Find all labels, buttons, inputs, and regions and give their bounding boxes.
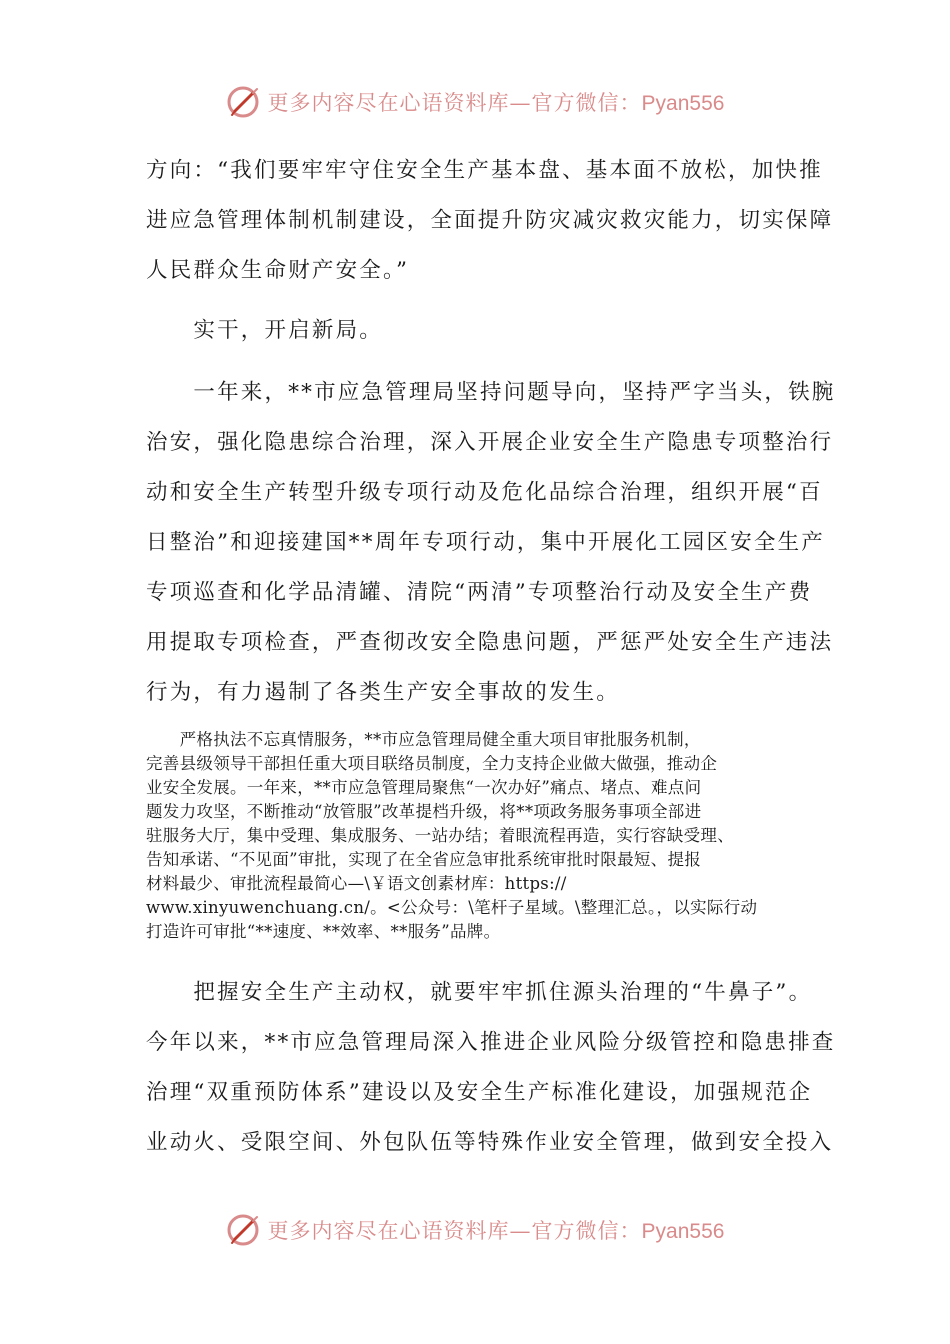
text-line: 日整治”和迎接建国**周年专项行动，集中开展化工园区安全生产 [146,530,825,555]
text-line: 打造许可审批“**速度、**效率、**服务”品牌。 [146,922,501,941]
text-line: 材料最少、审批流程最简心—\￥语文创素材库：https:// [146,874,567,893]
paragraph-1 [146,146,834,296]
text-line: 把握安全生产主动权，就要牢牢抓住源头治理的“牛鼻子”。 [146,980,813,1005]
text-line: 人民群众生命财产安全。” [146,258,410,283]
text-line: 一年来，**市应急管理局坚持问题导向，坚持严字当头，铁腕 [146,380,836,405]
header-banner [0,80,950,124]
banner-wechat-id: Pyan556 [641,1220,725,1243]
banner-text: 更多内容尽在心语资料库—官方微信： [267,91,642,115]
text-line: 方向：“我们要牢牢守住安全生产基本盘、基本面不放松，加快推 [146,158,823,183]
text-line: 实干，开启新局。 [146,318,384,343]
pen-logo-icon [226,84,262,120]
text-line: 进应急管理体制机制建设，全面提升防灾减灾救灾能力，切实保障 [146,208,834,233]
text-line: 题发力攻坚，不断推动“放管服”改革提档升级，将**项政务服务事项全部进 [146,802,702,821]
text-line: 动和安全生产转型升级专项行动及危化品综合治理，组织开展“百 [146,480,823,505]
paragraph-5 [146,968,836,1168]
text-line: 行为，有力遏制了各类生产安全事故的发生。 [146,680,621,705]
text-line: 告知承诺、“不见面”审批，实现了在全省应急审批系统审批时限最短、提报 [146,850,702,869]
text-line: 完善县级领导干部担任重大项目联络员制度，全力支持企业做大做强，推动企 [146,754,718,773]
text-line: 治安，强化隐患综合治理，深入开展企业安全生产隐患专项整治行 [146,430,834,455]
text-line: 专项巡查和化学品清罐、清院“两清”专项整治行动及安全生产费 [146,580,813,605]
paragraph-3 [146,368,836,718]
text-line: 驻服务大厅，集中受理、集成服务、一站办结；着眼流程再造，实行容缺受理、 [146,826,734,845]
text-line: 严格执法不忘真情服务，**市应急管理局健全重大项目审批服务机制， [146,730,701,749]
text-line: www.xinyuwenchuang.cn/。<公众号：\笔杆子星域。\整理汇总。，以实际行动 [146,898,758,917]
paragraph-4 [146,728,806,944]
footer-banner [0,1208,950,1252]
text-line: 治理“双重预防体系”建设以及安全生产标准化建设，加强规范企 [146,1080,813,1105]
text-line: 业安全发展。一年来，**市应急管理局聚焦“一次办好”痛点、堵点、难点问 [146,778,702,797]
banner-text: 更多内容尽在心语资料库—官方微信： [267,1219,642,1243]
banner-wechat-id: Pyan556 [641,92,725,115]
paragraph-2 [146,306,796,356]
text-line: 今年以来，**市应急管理局深入推进企业风险分级管控和隐患排查 [146,1030,836,1055]
text-line: 用提取专项检查，严查彻改安全隐患问题，严惩严处安全生产违法 [146,630,834,655]
text-line: 业动火、受限空间、外包队伍等特殊作业安全管理，做到安全投入 [146,1130,834,1155]
pen-logo-icon [226,1212,262,1248]
